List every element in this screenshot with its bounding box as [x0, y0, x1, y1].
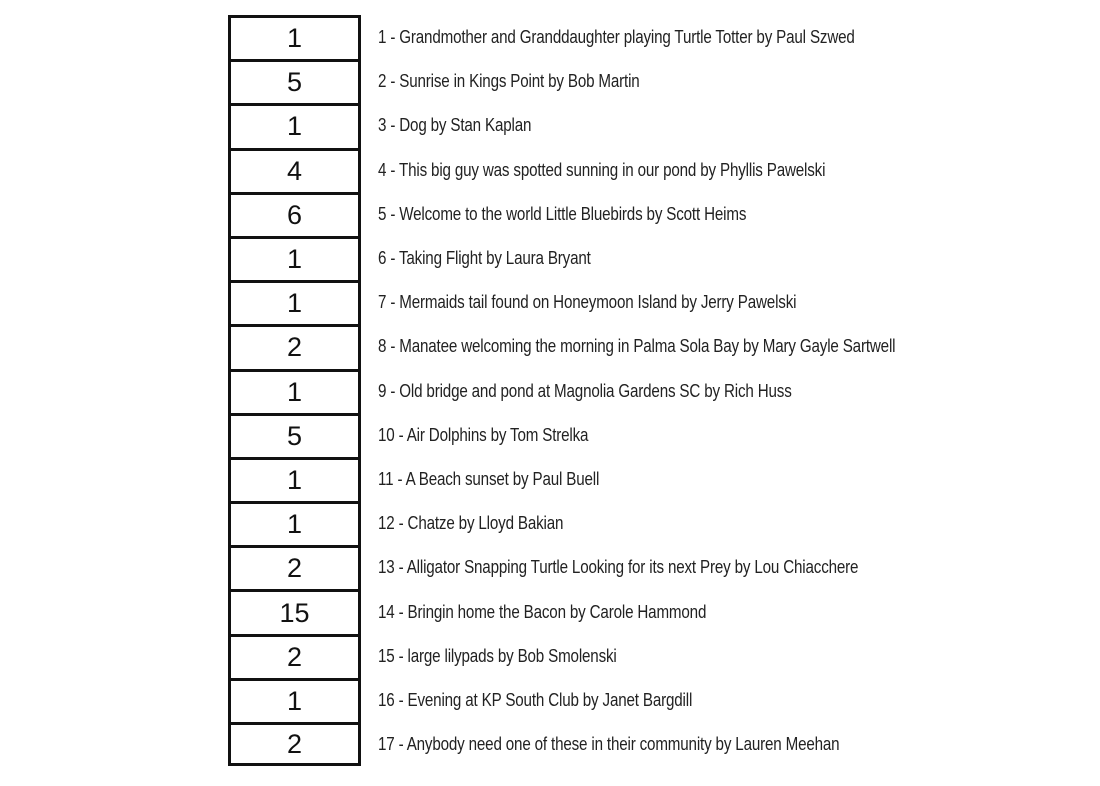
photo-entry-label: 17 - Anybody need one of these in their community by Lauren Meehan [378, 733, 840, 755]
table-row [228, 148, 1009, 192]
vote-count-cell: 1 [228, 501, 361, 545]
vote-count-cell: 2 [228, 324, 361, 368]
table-row [228, 678, 1009, 722]
table-row [228, 236, 1009, 280]
vote-count-cell: 2 [228, 722, 361, 766]
photo-entry-label: 6 - Taking Flight by Laura Bryant [378, 247, 591, 269]
photo-entry-label: 5 - Welcome to the world Little Bluebirds by Scott Heims [378, 202, 747, 224]
photo-entry-label: 12 - Chatze by Lloyd Bakian [378, 512, 564, 534]
table-row [228, 192, 1009, 236]
photo-entry-label: 14 - Bringin home the Bacon by Carole Hammond [378, 600, 707, 622]
photo-entry-label: 4 - This big guy was spotted sunning in our pond by Phyllis Pawelski [378, 158, 826, 180]
table-row [228, 103, 1009, 147]
table-row [228, 501, 1009, 545]
vote-count-cell: 2 [228, 634, 361, 678]
vote-count-cell: 1 [228, 457, 361, 501]
photo-entry-label: 1 - Grandmother and Granddaughter playing Turtle Totter by Paul Szwed [378, 26, 855, 48]
table-row [228, 634, 1009, 678]
photo-entry-label: 9 - Old bridge and pond at Magnolia Gardens SC by Rich Huss [378, 379, 792, 401]
table-row [228, 280, 1009, 324]
photo-entry-label: 11 - A Beach sunset by Paul Buell [378, 467, 600, 489]
table-row [228, 15, 1009, 59]
photo-entry-label: 16 - Evening at KP South Club by Janet Bargdill [378, 688, 693, 710]
vote-count-cell: 1 [228, 678, 361, 722]
photo-entry-label: 13 - Alligator Snapping Turtle Looking for its next Prey by Lou Chiacchere [378, 556, 859, 578]
photo-entry-label: 8 - Manatee welcoming the morning in Palma Sola Bay by Mary Gayle Sartwell [378, 335, 896, 357]
table-row [228, 457, 1009, 501]
table-row [228, 722, 1009, 766]
vote-count-cell: 2 [228, 545, 361, 589]
vote-count-cell: 1 [228, 236, 361, 280]
vote-count-cell: 1 [228, 15, 361, 59]
photo-entry-label: 10 - Air Dolphins by Tom Strelka [378, 423, 589, 445]
photo-entry-label: 2 - Sunrise in Kings Point by Bob Martin [378, 70, 640, 92]
vote-count-cell: 1 [228, 280, 361, 324]
photo-entry-label: 7 - Mermaids tail found on Honeymoon Island by Jerry Pawelski [378, 291, 797, 313]
table-row [228, 545, 1009, 589]
photo-entry-label: 3 - Dog by Stan Kaplan [378, 114, 532, 136]
table-row [228, 59, 1009, 103]
vote-count-cell: 1 [228, 103, 361, 147]
vote-count-cell: 5 [228, 59, 361, 103]
vote-count-cell: 1 [228, 369, 361, 413]
vote-count-cell: 6 [228, 192, 361, 236]
vote-count-cell: 4 [228, 148, 361, 192]
table-row [228, 369, 1009, 413]
vote-count-cell: 5 [228, 413, 361, 457]
table-row [228, 589, 1009, 633]
table-row [228, 324, 1009, 368]
vote-count-cell: 15 [228, 589, 361, 633]
vote-tally-sheet [228, 15, 1009, 766]
photo-entry-label: 15 - large lilypads by Bob Smolenski [378, 644, 617, 666]
table-row [228, 413, 1009, 457]
